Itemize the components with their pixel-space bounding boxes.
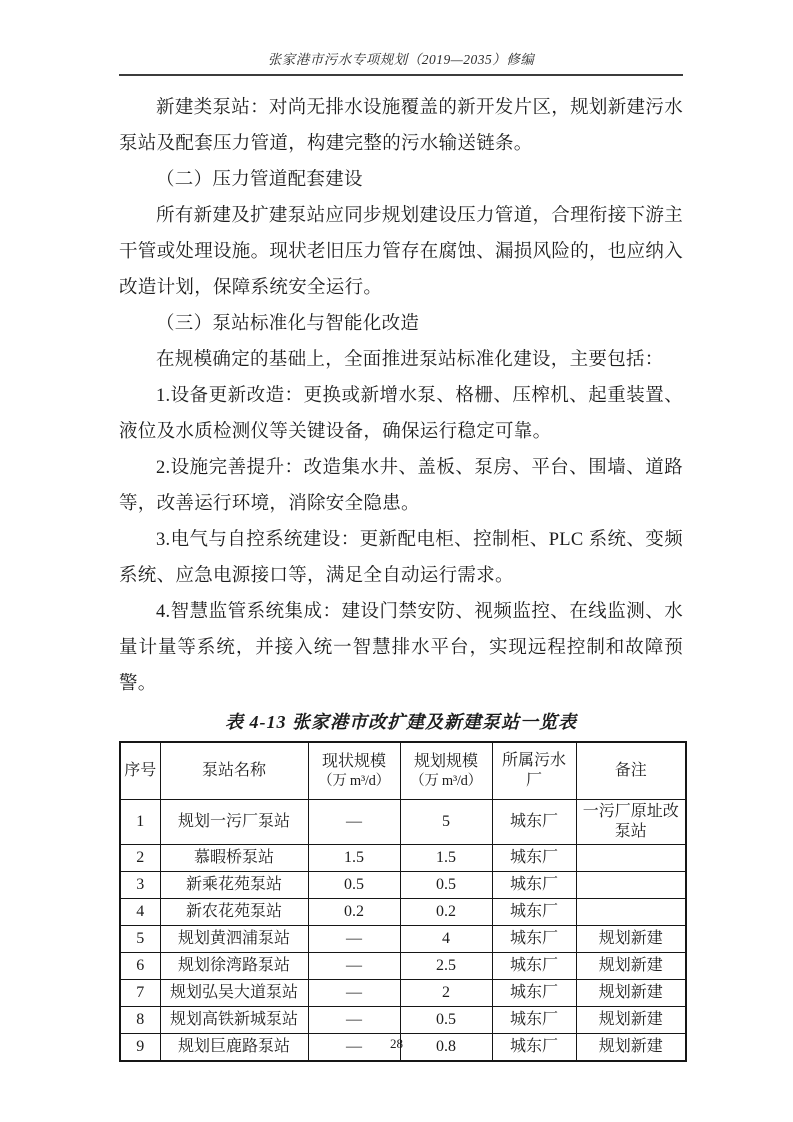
cell-name: 规划一污厂泵站	[160, 800, 308, 845]
cell-remark: 规划新建	[576, 1007, 686, 1034]
cell-index: 7	[120, 980, 160, 1007]
cell-remark: 规划新建	[576, 980, 686, 1007]
table-caption: 表 4-13 张家港市改扩建及新建泵站一览表	[225, 712, 577, 732]
cell-name: 规划徐湾路泵站	[160, 953, 308, 980]
column-header	[576, 742, 686, 800]
cell-remark	[576, 899, 686, 926]
cell-planned-scale: 0.8	[400, 1034, 492, 1062]
cell-index: 5	[120, 926, 160, 953]
table-header	[120, 742, 686, 800]
column-label: 所属污水厂	[501, 752, 566, 789]
cell-planned-scale: 5	[400, 800, 492, 845]
cell-index: 2	[120, 845, 160, 872]
cell-name: 新乘花苑泵站	[160, 872, 308, 899]
header-title: 张家港市污水专项规划（2019—2035）修编	[267, 52, 535, 67]
cell-remark: 规划新建	[576, 953, 686, 980]
paragraph: 在规模确定的基础上，全面推进泵站标准化建设，主要包括：	[156, 350, 664, 370]
paragraph: 3.电气与自控系统建设：更新配电柜、控制柜、PLC 系统、变频系统、应急电源接口等，满足全自动运行需求。	[119, 530, 683, 586]
column-header	[160, 742, 308, 800]
paragraph: 4.智慧监管系统集成：建设门禁安防、视频监控、在线监测、水量计量等系统，并接入统一智慧排水平台，实现远程控制和故障预警。	[119, 602, 683, 694]
table-row	[120, 800, 686, 845]
cell-plant: 城东厂	[492, 872, 576, 899]
body-paragraphs	[119, 90, 683, 702]
cell-index: 6	[120, 953, 160, 980]
cell-planned-scale: 2.5	[400, 953, 492, 980]
cell-current-scale: —	[308, 926, 400, 953]
cell-current-scale: —	[308, 953, 400, 980]
table-row	[120, 1007, 686, 1034]
column-label: 泵站名称	[201, 762, 266, 779]
paragraph: 新建类泵站：对尚无排水设施覆盖的新开发片区，规划新建污水泵站及配套压力管道，构建完整的污水输送链条。	[119, 98, 683, 154]
column-unit-label: （万 m³/d）	[410, 772, 482, 789]
table-row	[120, 926, 686, 953]
cell-index: 1	[120, 800, 160, 845]
cell-planned-scale: 1.5	[400, 845, 492, 872]
cell-planned-scale: 4	[400, 926, 492, 953]
cell-remark: 一污厂原址改泵站	[576, 800, 686, 845]
column-label: 序号	[124, 762, 157, 779]
section-heading: （二）压力管道配套建设	[156, 170, 363, 190]
table-row	[120, 980, 686, 1007]
cell-plant: 城东厂	[492, 1034, 576, 1062]
pump-station-table	[119, 741, 687, 1062]
column-header	[308, 742, 400, 800]
cell-name: 规划巨鹿路泵站	[160, 1034, 308, 1062]
cell-plant: 城东厂	[492, 980, 576, 1007]
table-row	[120, 845, 686, 872]
cell-plant: 城东厂	[492, 1007, 576, 1034]
cell-plant: 城东厂	[492, 800, 576, 845]
page-number: 28	[390, 1036, 403, 1051]
cell-planned-scale: 0.5	[400, 1007, 492, 1034]
cell-index: 4	[120, 899, 160, 926]
cell-plant: 城东厂	[492, 953, 576, 980]
cell-current-scale: 0.5	[308, 872, 400, 899]
table-row	[120, 872, 686, 899]
table-body	[120, 800, 686, 1062]
column-header	[492, 742, 576, 800]
column-header	[400, 742, 492, 800]
cell-current-scale: 1.5	[308, 845, 400, 872]
cell-remark	[576, 845, 686, 872]
cell-current-scale: —	[308, 800, 400, 845]
paragraph: 2.设施完善提升：改造集水井、盖板、泵房、平台、围墙、道路等，改善运行环境，消除安全隐患。	[119, 458, 683, 514]
cell-planned-scale: 0.5	[400, 872, 492, 899]
section-heading: （三）泵站标准化与智能化改造	[156, 314, 420, 334]
column-label: 规划规模	[413, 752, 478, 770]
cell-index: 9	[120, 1034, 160, 1062]
cell-planned-scale: 2	[400, 980, 492, 1007]
cell-current-scale: 0.2	[308, 899, 400, 926]
page-header	[119, 48, 683, 76]
cell-current-scale: —	[308, 980, 400, 1007]
table-row	[120, 899, 686, 926]
paragraph: 1.设备更新改造：更换或新增水泵、格栅、压榨机、起重装置、液位及水质检测仪等关键设备，确保运行稳定可靠。	[119, 386, 683, 442]
cell-name: 规划弘吴大道泵站	[160, 980, 308, 1007]
cell-plant: 城东厂	[492, 899, 576, 926]
table-header-row	[120, 742, 686, 800]
column-label: 现状规模	[321, 752, 386, 770]
column-header	[120, 742, 160, 800]
cell-index: 8	[120, 1007, 160, 1034]
cell-current-scale: —	[308, 1034, 400, 1062]
cell-remark	[576, 872, 686, 899]
cell-plant: 城东厂	[492, 926, 576, 953]
page-content	[119, 90, 683, 1062]
column-label: 备注	[614, 762, 647, 779]
paragraph: 所有新建及扩建泵站应同步规划建设压力管道，合理衔接下游主干管或处理设施。现状老旧压力管存在腐蚀、漏损风险的，也应纳入改造计划，保障系统安全运行。	[119, 206, 684, 298]
cell-plant: 城东厂	[492, 845, 576, 872]
cell-name: 规划高铁新城泵站	[160, 1007, 308, 1034]
cell-name: 规划黄泗浦泵站	[160, 926, 308, 953]
column-unit-label: （万 m³/d）	[318, 772, 390, 789]
cell-index: 3	[120, 872, 160, 899]
cell-planned-scale: 0.2	[400, 899, 492, 926]
cell-name: 慕暇桥泵站	[160, 845, 308, 872]
cell-name: 新农花苑泵站	[160, 899, 308, 926]
table-row	[120, 953, 686, 980]
page-footer	[0, 1036, 793, 1052]
cell-remark: 规划新建	[576, 926, 686, 953]
cell-current-scale: —	[308, 1007, 400, 1034]
cell-remark: 规划新建	[576, 1034, 686, 1062]
